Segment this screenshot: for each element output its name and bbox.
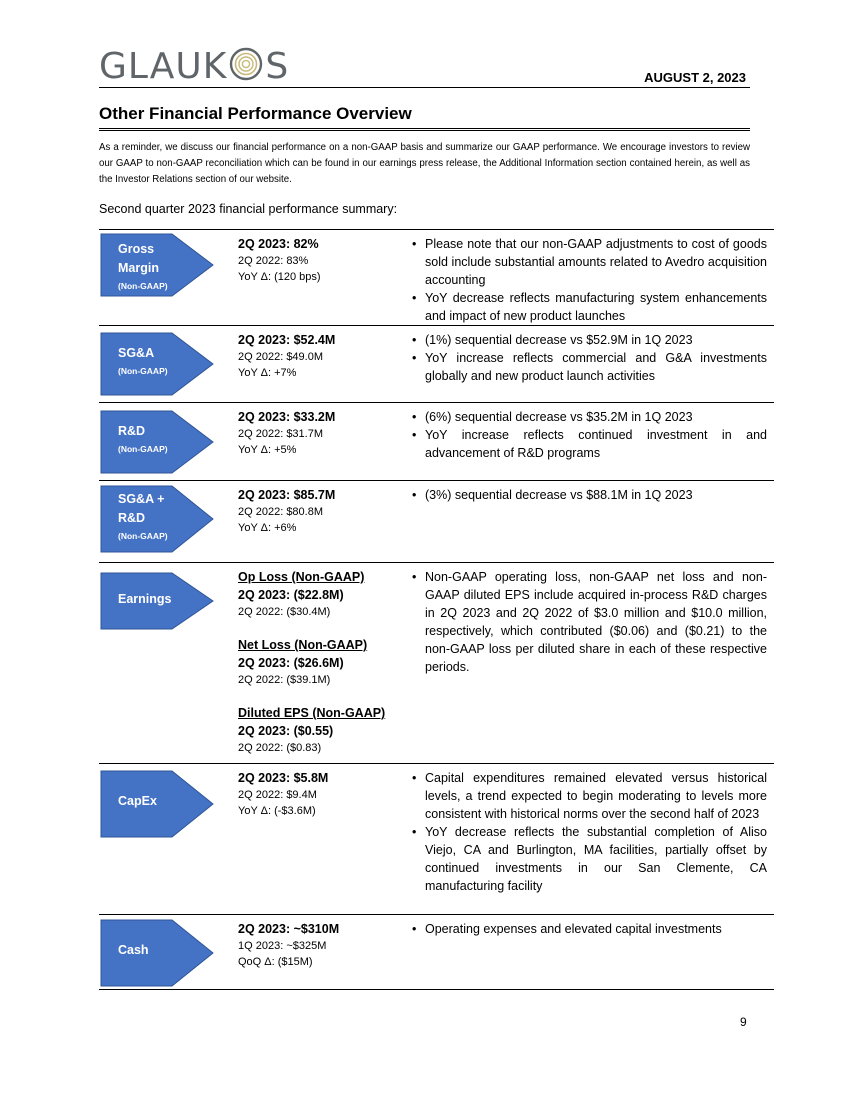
metric-spacer bbox=[238, 620, 408, 636]
non-gaap-tag: (Non-GAAP) bbox=[118, 281, 168, 291]
category-label bbox=[118, 344, 168, 379]
row-divider bbox=[99, 402, 774, 403]
metric-current: 2Q 2023: ($26.6M) bbox=[238, 656, 344, 670]
metrics-column bbox=[238, 568, 408, 756]
metrics-column bbox=[238, 331, 408, 381]
summary-row bbox=[99, 325, 774, 402]
logo-text-start: GLAUK bbox=[99, 46, 228, 87]
non-gaap-tag: (Non-GAAP) bbox=[118, 444, 168, 454]
metric-detail: 2Q 2022: $80.8M bbox=[238, 506, 324, 518]
commentary-column bbox=[412, 769, 767, 895]
commentary-column bbox=[412, 568, 767, 676]
row-divider bbox=[99, 763, 774, 764]
metric-detail: 2Q 2022: ($30.4M) bbox=[238, 606, 331, 618]
metric-current: 2Q 2023: ($22.8M) bbox=[238, 588, 344, 602]
commentary-bullet: • YoY increase reflects continued investment in and advancement of R&D programs bbox=[412, 426, 767, 462]
summary-heading: Second quarter 2023 financial performance summary: bbox=[99, 202, 398, 216]
metric-detail: 2Q 2022: ($0.83) bbox=[238, 742, 322, 754]
metric-spacer bbox=[238, 688, 408, 704]
metric-current: 2Q 2023: $52.4M bbox=[238, 333, 336, 347]
summary-row bbox=[99, 562, 774, 763]
category-label-line: Cash bbox=[118, 943, 149, 957]
company-logo bbox=[99, 47, 289, 87]
category-label bbox=[118, 590, 172, 609]
intro-paragraph: As a reminder, we discuss our financial performance on a non-GAAP basis and summarize our GAAP performance. We encourage investors to review our GAAP to non-GAAP reconciliation which can be found in our earnings press release, the Additional Information section contained herein, as well as the Investor Relations section of our website. bbox=[99, 142, 750, 185]
metric-current: 2Q 2023: 82% bbox=[238, 237, 319, 251]
summary-row bbox=[99, 402, 774, 480]
metric-current: 2Q 2023: ~$310M bbox=[238, 922, 340, 936]
category-label-line: SG&A bbox=[118, 346, 155, 360]
logo-text-end: S bbox=[265, 46, 290, 87]
commentary-column bbox=[412, 235, 767, 325]
metric-current: 2Q 2023: ($0.55) bbox=[238, 724, 334, 738]
category-label-line: R&D bbox=[118, 424, 146, 438]
metric-detail: 1Q 2023: ~$325M bbox=[238, 940, 327, 952]
row-divider bbox=[99, 325, 774, 326]
metric-detail: YoY Δ: +7% bbox=[238, 367, 297, 379]
title-rule bbox=[99, 128, 750, 131]
commentary-bullet: • YoY increase reflects commercial and G&A investments globally and new product launch activities bbox=[412, 349, 767, 385]
metric-header: Diluted EPS (Non-GAAP) bbox=[238, 706, 386, 720]
category-label bbox=[118, 792, 157, 811]
metric-detail: 2Q 2022: $9.4M bbox=[238, 789, 317, 801]
metric-detail: YoY Δ: (120 bps) bbox=[238, 271, 321, 283]
summary-row bbox=[99, 229, 774, 325]
metrics-column bbox=[238, 769, 408, 819]
metric-detail: YoY Δ: +5% bbox=[238, 444, 297, 456]
commentary-column bbox=[412, 331, 767, 385]
metrics-column bbox=[238, 920, 408, 970]
metric-current: 2Q 2023: $33.2M bbox=[238, 410, 336, 424]
commentary-bullet: • Capital expenditures remained elevated versus historical levels, a trend expected to begin moderating to levels more consistent with historical norms over the second half of 2023 bbox=[412, 769, 767, 823]
category-label-line: SG&A + bbox=[118, 492, 165, 506]
section-title: Other Financial Performance Overview bbox=[99, 104, 412, 123]
non-gaap-tag: (Non-GAAP) bbox=[118, 366, 168, 376]
row-divider bbox=[99, 914, 774, 915]
commentary-column bbox=[412, 920, 767, 938]
metric-detail: YoY Δ: +6% bbox=[238, 522, 297, 534]
metrics-column bbox=[238, 486, 408, 536]
commentary-column bbox=[412, 408, 767, 462]
metric-detail: 2Q 2022: $49.0M bbox=[238, 351, 324, 363]
category-label bbox=[118, 490, 168, 544]
category-label bbox=[118, 422, 168, 457]
commentary-bullet: • (1%) sequential decrease vs $52.9M in 1Q 2023 bbox=[412, 331, 767, 349]
category-label-line: Earnings bbox=[118, 592, 172, 606]
metric-header: Op Loss (Non-GAAP) bbox=[238, 570, 365, 584]
metric-header: Net Loss (Non-GAAP) bbox=[238, 638, 368, 652]
metric-detail: 2Q 2022: ($39.1M) bbox=[238, 674, 331, 686]
category-label-line: R&D bbox=[118, 511, 146, 525]
row-divider bbox=[99, 562, 774, 563]
metric-detail: 2Q 2022: 83% bbox=[238, 255, 309, 267]
commentary-bullet: • YoY decrease reflects the substantial completion of Aliso Viejo, CA and Burlington, MA facilities, partially offset by continued investments in our San Clemente, CA manufacturing facility bbox=[412, 823, 767, 895]
commentary-bullet: • (6%) sequential decrease vs $35.2M in 1Q 2023 bbox=[412, 408, 767, 426]
metrics-column bbox=[238, 235, 408, 285]
metric-detail: 2Q 2022: $31.7M bbox=[238, 428, 324, 440]
non-gaap-tag: (Non-GAAP) bbox=[118, 531, 168, 541]
commentary-column bbox=[412, 486, 767, 504]
category-label bbox=[118, 941, 149, 960]
category-label bbox=[118, 240, 168, 294]
metric-detail: YoY Δ: (-$3.6M) bbox=[238, 805, 316, 817]
metric-current: 2Q 2023: $85.7M bbox=[238, 488, 336, 502]
category-label-line: CapEx bbox=[118, 794, 157, 808]
metrics-column bbox=[238, 408, 408, 458]
metric-detail: QoQ Δ: ($15M) bbox=[238, 956, 313, 968]
commentary-bullet: • Non-GAAP operating loss, non-GAAP net loss and non-GAAP diluted EPS include acquired in-process R&D charges in 2Q 2023 and 2Q 2022 of $3.0 million and $10.0 million, respectively, which contributed ($0.06) and ($0.21) to the non-GAAP loss per diluted share in each of these respective periods. bbox=[412, 568, 767, 676]
summary-row bbox=[99, 763, 774, 914]
header-rule bbox=[99, 87, 750, 88]
report-date: AUGUST 2, 2023 bbox=[644, 70, 746, 85]
commentary-bullet: • YoY decrease reflects manufacturing system enhancements and impact of new product launches bbox=[412, 289, 767, 325]
logo-swirl-icon bbox=[228, 46, 264, 82]
row-divider bbox=[99, 480, 774, 481]
commentary-bullet: • Please note that our non-GAAP adjustments to cost of goods sold include substantial amounts related to Avedro acquisition accounting bbox=[412, 235, 767, 289]
summary-row bbox=[99, 914, 774, 989]
commentary-bullet: • (3%) sequential decrease vs $88.1M in 1Q 2023 bbox=[412, 486, 767, 504]
metric-current: 2Q 2023: $5.8M bbox=[238, 771, 329, 785]
summary-row bbox=[99, 480, 774, 562]
row-divider bbox=[99, 229, 774, 230]
category-label-line: Margin bbox=[118, 261, 159, 275]
category-label-line: Gross bbox=[118, 242, 155, 256]
commentary-bullet: • Operating expenses and elevated capital investments bbox=[412, 920, 767, 938]
page-number: 9 bbox=[740, 1015, 747, 1029]
table-bottom-rule bbox=[99, 989, 774, 990]
